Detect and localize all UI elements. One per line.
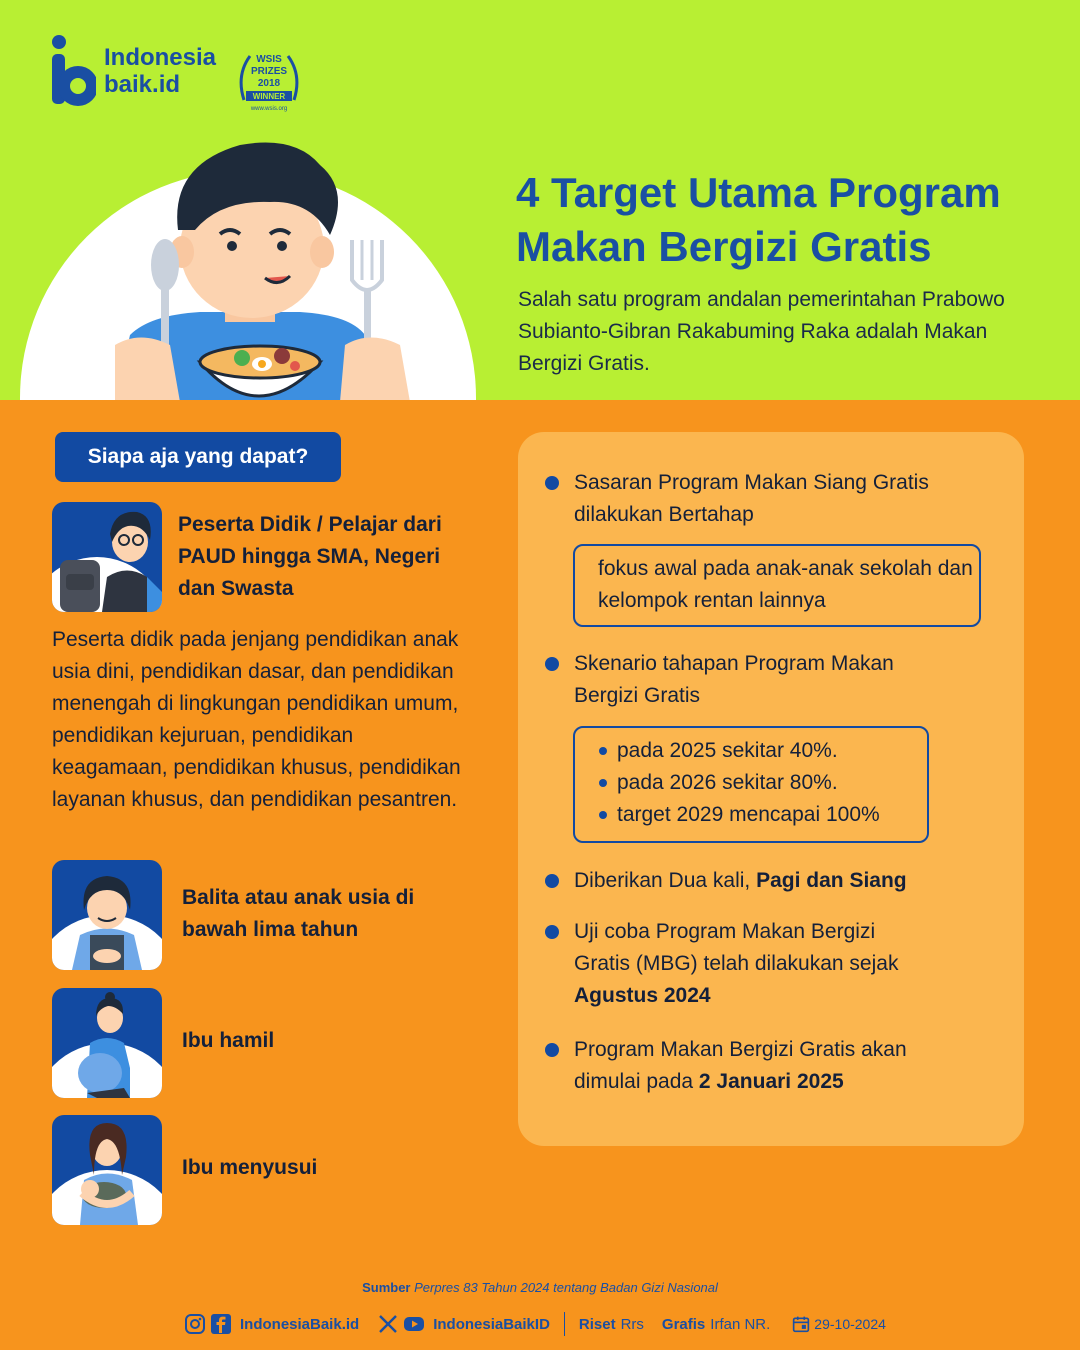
phase-item-text: pada 2025 sekitar 40%. — [617, 739, 838, 762]
x-twitter-icon[interactable] — [377, 1313, 399, 1335]
instagram-icon[interactable] — [184, 1313, 206, 1335]
award-year: 2018 — [257, 78, 281, 89]
publish-date: 29-10-2024 — [814, 1316, 886, 1332]
source-note — [0, 1280, 1080, 1295]
facebook-icon[interactable] — [210, 1313, 232, 1335]
phased-focus-box: fokus awal pada anak-anak sekolah dan kelompok rentan lainnya — [573, 544, 981, 627]
student-illustration — [52, 502, 162, 612]
award-url: www.wsis.org — [250, 106, 288, 112]
award-top: WSIS — [256, 54, 282, 65]
phase-item — [599, 799, 927, 831]
source-label: Sumber — [362, 1280, 411, 1295]
logo-line-2: baik.id — [104, 71, 181, 98]
source-text: Perpres 83 Tahun 2024 tentang Badan Gizi Nasional — [410, 1280, 718, 1295]
page-title: 4 Target Utama Program Makan Bergizi Gratis — [516, 169, 1001, 270]
bullet-3 — [545, 874, 559, 888]
bullet-1 — [545, 476, 559, 490]
phase-item-text: pada 2026 sekitar 80%. — [617, 771, 838, 794]
indonesiabaik-logo-mark — [50, 34, 96, 108]
footer-divider — [564, 1312, 565, 1336]
students-description: Peserta didik pada jenjang pendidikan anak usia dini, pendidikan dasar, dan pendidikan menengah di lingkungan pendidikan umum, pendidikan kejuruan, pendidikan keagamaan, pendidikan khusus, pendidikan layanan khusus, dan pendidikan pesantren. — [52, 628, 461, 811]
point-phase-scenario: Skenario tahapan Program Makan Bergizi Gratis — [574, 652, 894, 707]
meal-times-bold: Pagi dan Siang — [756, 869, 907, 892]
point-phased-targeting: Sasaran Program Makan Siang Gratis dilakukan Bertahap — [574, 471, 929, 526]
phase-item — [599, 767, 927, 799]
trial-text: Uji coba Program Makan Bergizi Gratis (MBG) telah dilakukan sejak — [574, 920, 899, 975]
bullet-5 — [545, 1043, 559, 1057]
pregnant-woman-illustration — [52, 988, 162, 1098]
calendar-icon — [792, 1315, 810, 1333]
social-handle-1[interactable]: IndonesiaBaik.id — [240, 1315, 360, 1333]
breastfeeding-mother-illustration — [52, 1115, 162, 1225]
target-students-title: Peserta Didik / Pelajar dari PAUD hingga SMA, Negeri dan Swasta — [178, 513, 442, 600]
footer-credits — [184, 1312, 886, 1336]
intro-text: Salah satu program andalan pemerintahan Prabowo Subianto-Gibran Rakabuming Raka adalah Makan Bergizi Gratis. — [518, 288, 1005, 375]
phase-scenario-box — [573, 726, 929, 843]
grafis-label: Grafis — [661, 1315, 706, 1333]
start-date-bold: 2 Januari 2025 — [698, 1070, 844, 1093]
who-qualifies-badge: Siapa aja yang dapat? — [55, 432, 341, 482]
wsis-award-badge — [236, 50, 302, 112]
award-bottom: WINNER — [252, 92, 286, 101]
start-date-text: Program Makan Bergizi Gratis akan dimulai pada — [574, 1038, 907, 1093]
point-meal-times — [574, 865, 994, 897]
youtube-icon[interactable] — [403, 1313, 425, 1335]
logo-text — [104, 44, 216, 98]
point-start-date — [574, 1034, 934, 1098]
meal-times-text: Diberikan Dua kali, — [574, 869, 757, 892]
trial-bold: Agustus 2024 — [574, 984, 711, 1007]
award-mid: PRIZES — [250, 66, 288, 77]
bullet-4 — [545, 925, 559, 939]
boy-eating-illustration — [20, 130, 480, 400]
target-breastfeeding-title: Ibu menyusui — [182, 1156, 318, 1179]
target-toddlers-title: Balita atau anak usia di bawah lima tahun — [182, 886, 415, 941]
toddler-illustration — [52, 860, 162, 970]
logo-line-1: Indonesia — [104, 44, 217, 71]
target-pregnant-title: Ibu hamil — [182, 1029, 275, 1052]
bullet-2 — [545, 657, 559, 671]
social-handle-2[interactable]: IndonesiaBaikID — [433, 1315, 550, 1333]
indonesiabaik-logo — [50, 34, 216, 108]
riset-value: Rrs — [620, 1315, 644, 1333]
grafis-value: Irfan NR. — [710, 1315, 771, 1333]
phase-item-text: target 2029 mencapai 100% — [617, 803, 880, 826]
point-trial — [574, 916, 924, 1012]
riset-label: Riset — [578, 1315, 616, 1333]
phase-item — [599, 735, 927, 767]
